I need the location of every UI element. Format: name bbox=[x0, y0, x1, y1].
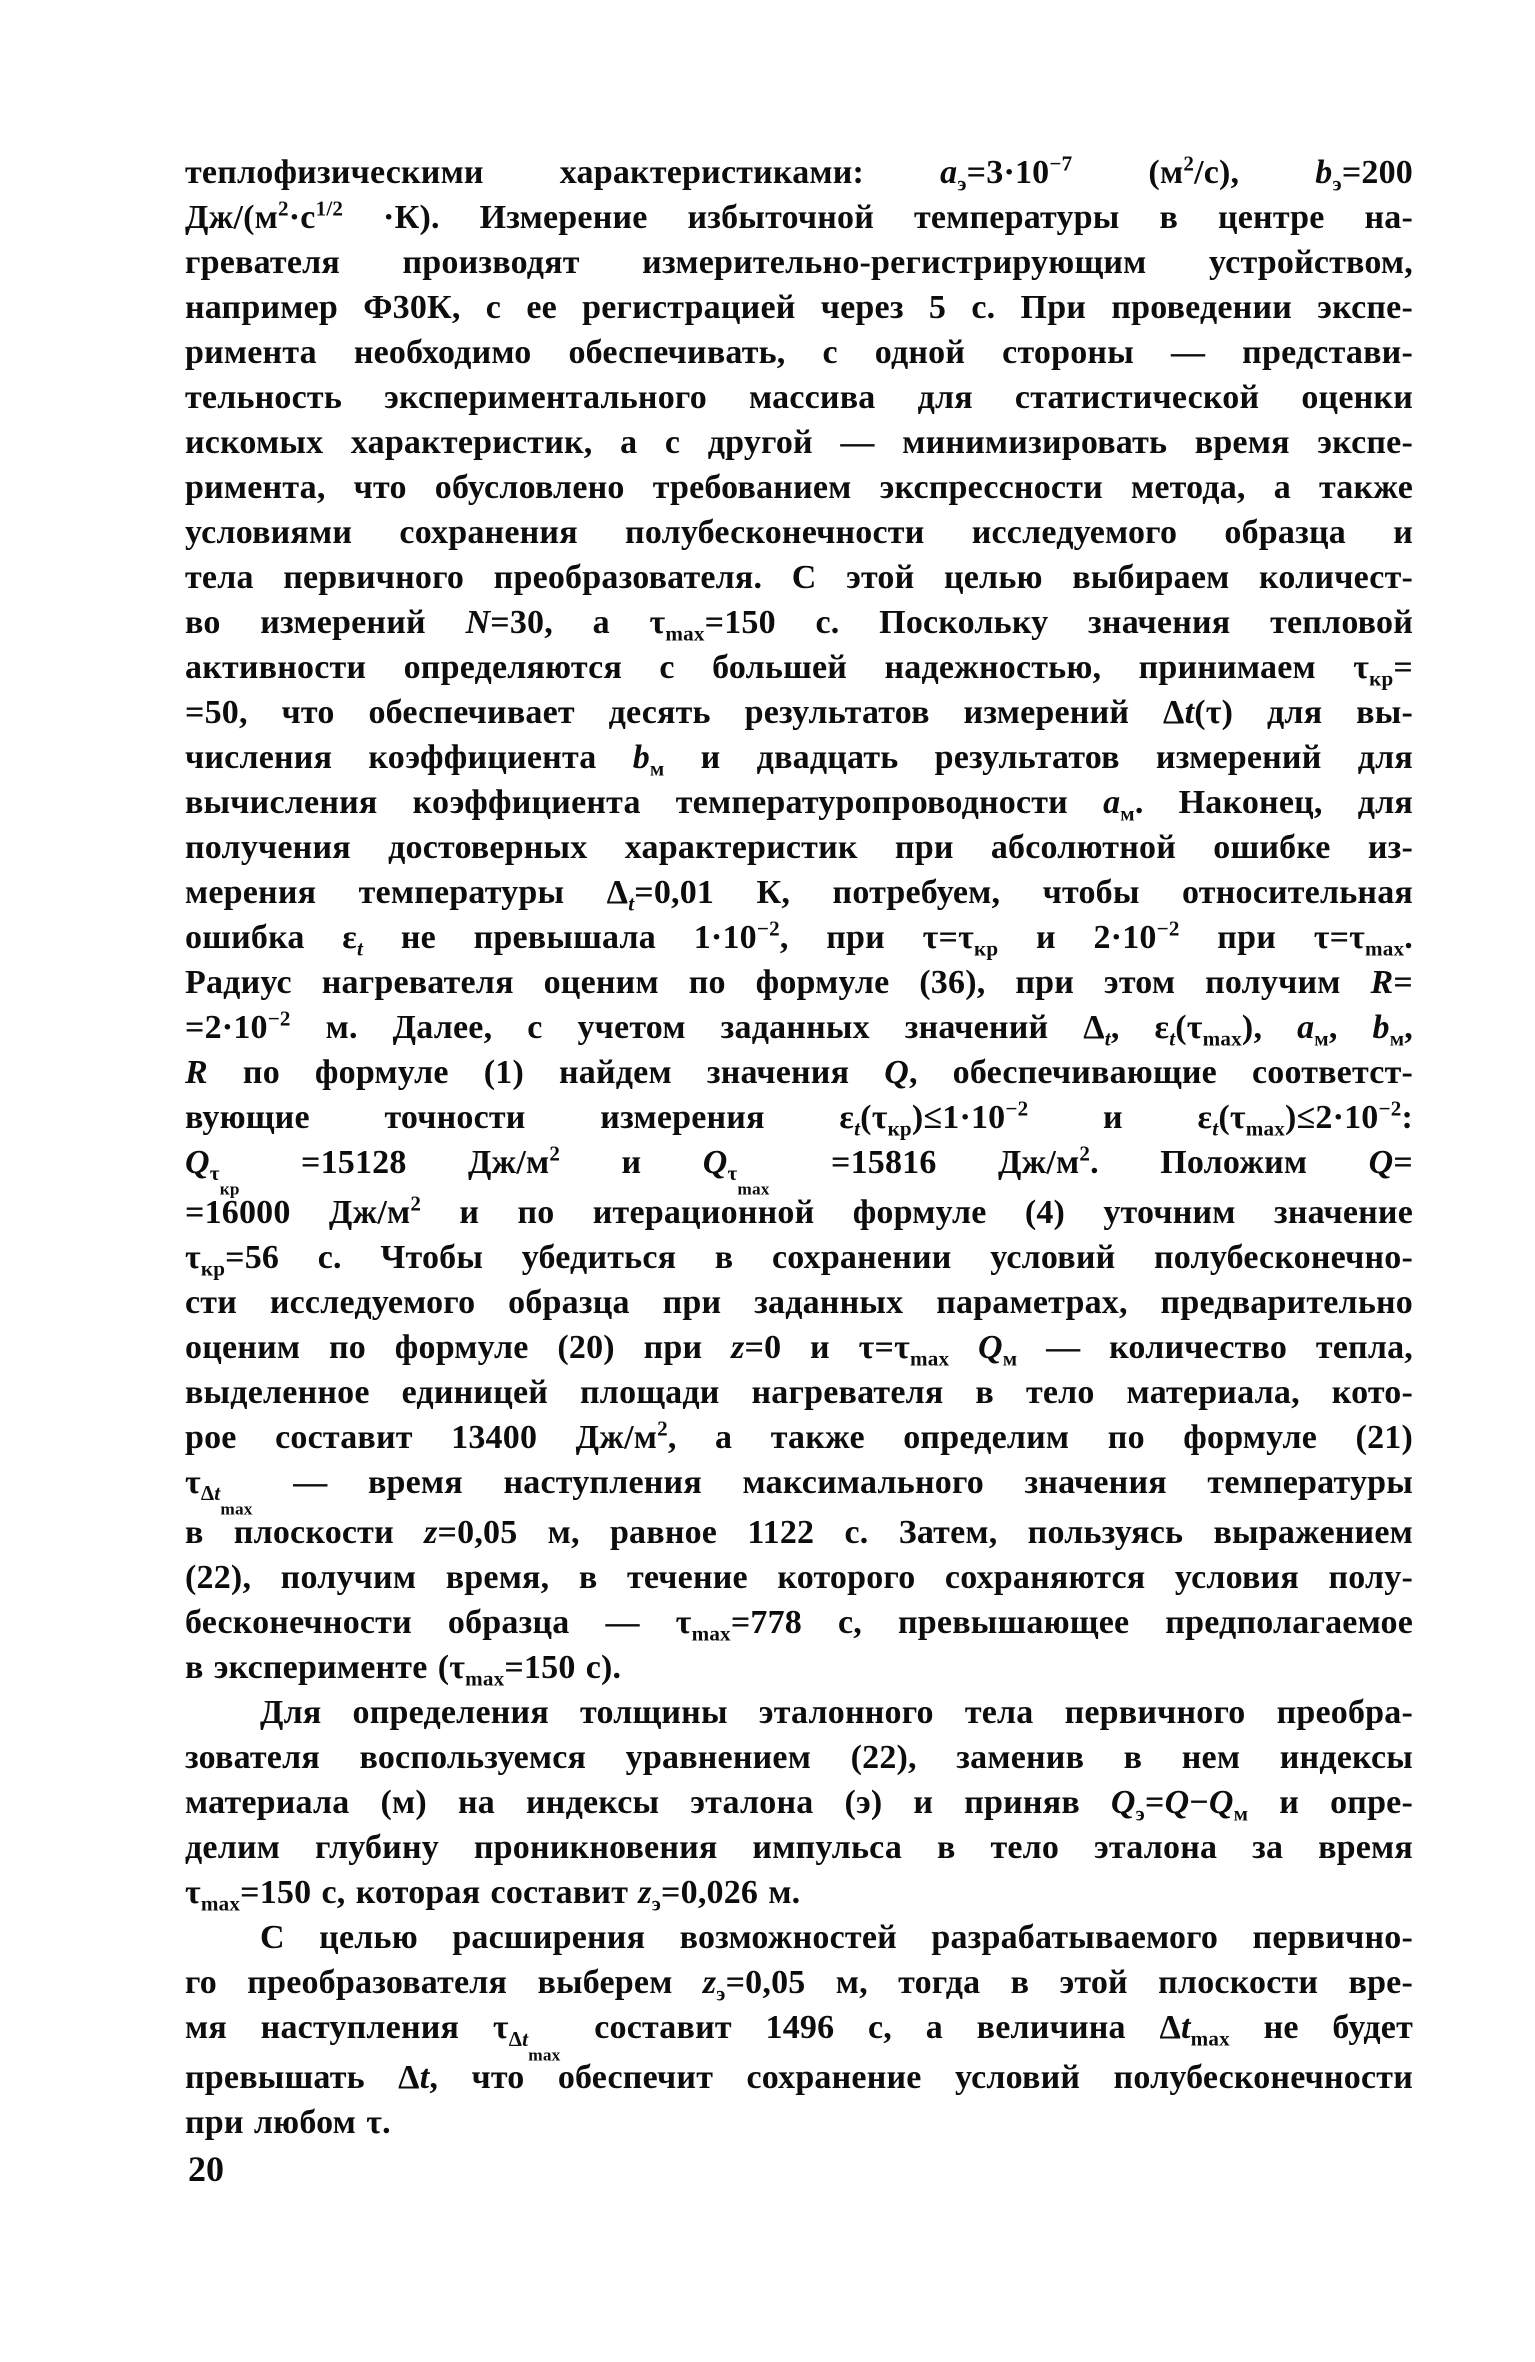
text-line: вующие точности измерения $\varepsilon_t(\tau_{кр})\le 1\cdot 10^{-2}$ и $\varepsilon_t(\tau_{max})\le 2\cdot 10^{-2}$: bbox=[185, 1096, 1413, 1141]
text-line: оценим по формуле (20) при z=0 и $\tau=\tau_{max}$ $Q_м$ — количество тепла, bbox=[185, 1329, 1413, 1371]
text-line: го преобразователя выберем $z_э=0,05$ м, тогда в этой плоскости вре- bbox=[185, 1964, 1413, 2006]
text-line: Радиус нагревателя оценим по формуле (36), при этом получим R= bbox=[185, 964, 1413, 1001]
text-line: рое составит 13400 $Дж/м^2$, а также определим по формуле (21) bbox=[185, 1416, 1414, 1457]
text-line: вычисления коэффициента температуропроводности $a_м$. Наконец, для bbox=[185, 784, 1413, 826]
text-line: R по формуле (1) найдем значения Q, обеспечивающие соответст- bbox=[185, 1054, 1413, 1091]
text-line: С целью расширения возможностей разрабатываемого первично- bbox=[260, 1919, 1413, 1957]
text-line: мя наступления $\tau_{\Delta t_{max}}$ составит 1496 с, а величина $\Delta t_{max}$ не будет bbox=[185, 2009, 1413, 2065]
text-line: Для определения толщины эталонного тела первичного преобра- bbox=[260, 1694, 1413, 1732]
text-line: условиями сохранения полубесконечности исследуемого образца и bbox=[185, 514, 1413, 551]
text-line: активности определяются с большей надежностью, принимаем $\tau_{кр}=$ bbox=[185, 649, 1413, 691]
text-line: материала (м) на индексы эталона (э) и приняв $Q_э=Q-Q_м$ и опре- bbox=[185, 1784, 1413, 1826]
text-line: во измерений N=30, а $\tau_{max}=150$ с. Поскольку значения тепловой bbox=[185, 604, 1413, 646]
text-line: (22), получим время, в течение которого сохраняются условия полу- bbox=[185, 1559, 1413, 1597]
text-line: делим глубину проникновения импульса в тело эталона за время bbox=[185, 1829, 1413, 1867]
text-line: бесконечности образца — $\tau_{max}=778$ с, превышающее предполагаемое bbox=[185, 1604, 1413, 1646]
text-line: $Q_{\tau_{кр}} =15128$ $Дж/м^2$ и $Q_{\tau_{max}} =15816$ $Дж/м^2$. Положим Q= bbox=[185, 1141, 1413, 1200]
text-line: =50, что обеспечивает десять результатов измерений Δt(τ) для вы- bbox=[185, 694, 1414, 731]
text-line: римента необходимо обеспечивать, с одной стороны — представи- bbox=[185, 334, 1413, 371]
text-line: искомых характеристик, а с другой — минимизировать время экспе- bbox=[185, 424, 1413, 461]
text-line: ошибка $\varepsilon_t$ не превышала $1\cdot 10^{-2}$, при $\tau=\tau_{кр}$ и $2\cdot 10^{-2}$ при $\tau=\tau_{max}$. bbox=[185, 916, 1413, 961]
text-line: превышать Δt, что обеспечит сохранение условий полубесконечности bbox=[185, 2059, 1413, 2097]
text-line: =16000 $Дж/м^2$ и по итерационной формуле (4) уточним значение bbox=[185, 1191, 1413, 1232]
text-line: например Ф30К, с ее регистрацией через 5 с. При проведении экспе- bbox=[185, 289, 1413, 326]
text-line: $Дж/(м^2\cdot с^{1/2} \cdot К)$. Измерение избыточной температуры в центре на- bbox=[185, 196, 1413, 236]
text-line: мерения температуры $\Delta_t=0,01$ К, потребуем, чтобы относительная bbox=[185, 874, 1413, 916]
text-line: в эксперименте ($\tau_{max}=150$ с). bbox=[185, 1649, 622, 1691]
text-line: сти исследуемого образца при заданных параметрах, предварительно bbox=[185, 1284, 1413, 1322]
text-line: $\tau_{кр}=56$ с. Чтобы убедиться в сохранении условий полубесконечно- bbox=[185, 1239, 1413, 1281]
text-line: теплофизическими характеристиками: $a_э=3\cdot 10^{-7}$ $(м^2/с)$, $b_э=200$ bbox=[185, 151, 1413, 196]
text-line: выделенное единицей площади нагревателя в тело материала, кото- bbox=[185, 1374, 1413, 1412]
text-line: тела первичного преобразователя. С этой целью выбираем количест- bbox=[185, 559, 1413, 596]
text-line: $=2\cdot 10^{-2}$ м. Далее, с учетом заданных значений $\Delta_t$, $\varepsilon_t(\tau_{max})$, $a_м$, $b_м$, bbox=[185, 1006, 1413, 1051]
text-line: $\tau_{\Delta t_{max}}$ — время наступления максимального значения температуры bbox=[185, 1464, 1413, 1520]
text-line: гревателя производят измерительно-регистрирующим устройством, bbox=[185, 244, 1413, 281]
text-line: в плоскости z=0,05 м, равное 1122 с. Затем, пользуясь выражением bbox=[185, 1514, 1413, 1552]
text-line: числения коэффициента $b_м$ и двадцать результатов измерений для bbox=[185, 739, 1413, 781]
text-line: римента, что обусловлено требованием экспрессности метода, а также bbox=[185, 469, 1413, 506]
text-line: получения достоверных характеристик при абсолютной ошибке из- bbox=[185, 829, 1413, 866]
text-line: $\tau_{max}=150$ с, которая составит $z_э=0,026$ м. bbox=[185, 1874, 801, 1916]
text-line: зователя воспользуемся уравнением (22), заменив в нем индексы bbox=[185, 1739, 1413, 1777]
text-line: тельность экспериментального массива для статистической оценки bbox=[185, 379, 1413, 416]
text-line: при любом τ. bbox=[185, 2104, 391, 2142]
page-number: 20 bbox=[188, 2149, 224, 2189]
body-text bbox=[185, 150, 1413, 2145]
